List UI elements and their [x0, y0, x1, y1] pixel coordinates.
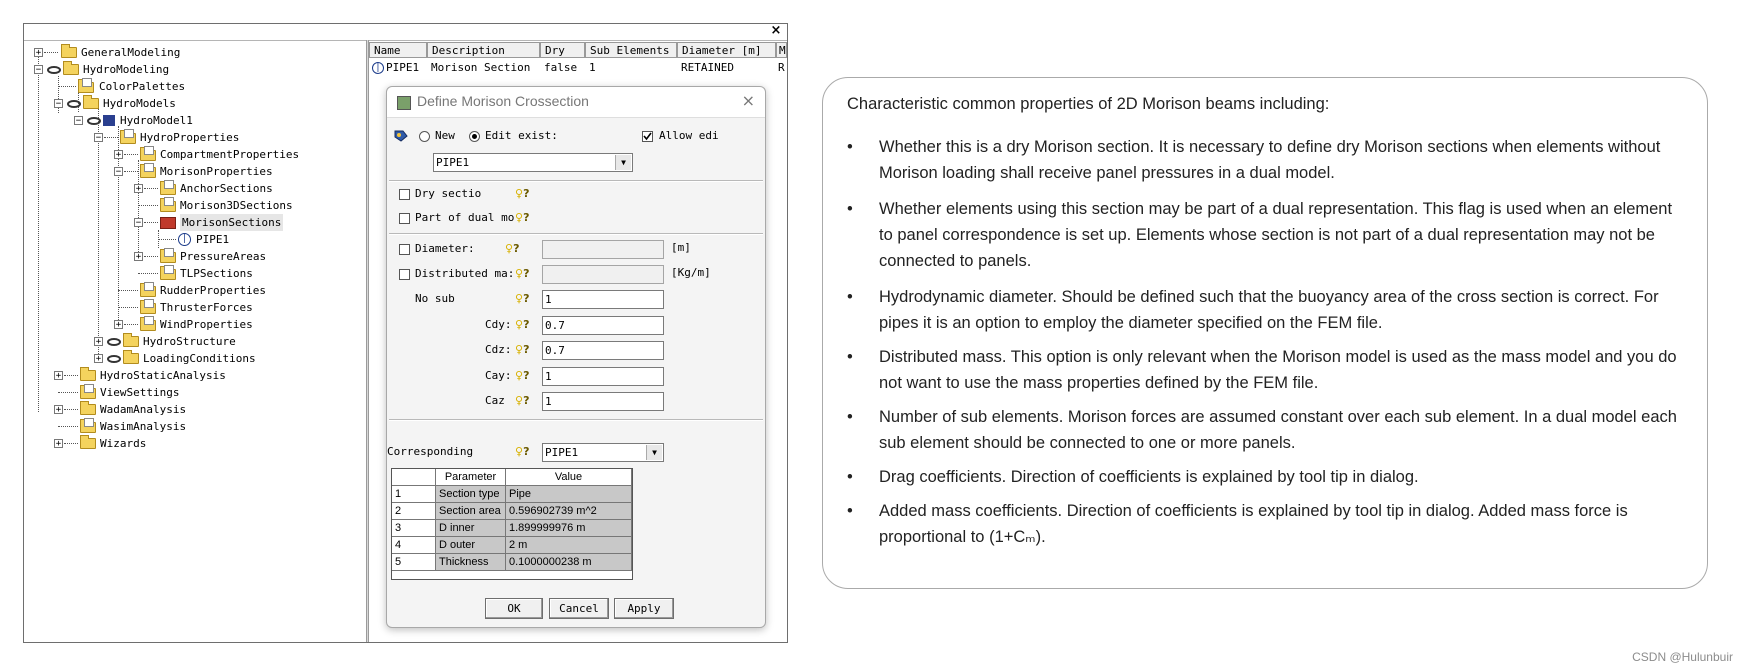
folder-icon	[160, 184, 176, 195]
tree-item-label: PressureAreas	[180, 250, 267, 263]
tree-item-thrusterforces[interactable]	[24, 299, 364, 316]
tree-item-label: Morison3DSections	[180, 199, 293, 212]
folder-icon	[80, 370, 96, 381]
table-cell-dry: false	[544, 61, 578, 74]
tree-connector	[118, 290, 138, 292]
expand-icon[interactable]: +	[55, 439, 62, 449]
dual-model-checkbox[interactable]	[399, 213, 410, 224]
table-cell-parameter: D inner	[436, 520, 506, 537]
tree-item-label: MorisonSections	[182, 216, 282, 229]
bullet-icon: •	[847, 348, 853, 366]
tree-item-label: HydroProperties	[140, 131, 240, 144]
tree-item-label: PIPE1	[196, 233, 230, 246]
list-item	[847, 134, 1687, 186]
tree-item-loadingconditions[interactable]	[24, 350, 364, 367]
collapse-icon[interactable]: −	[115, 167, 122, 177]
dialog-titlebar[interactable]	[387, 87, 765, 118]
folder-icon	[80, 388, 96, 399]
tree-item-pipe1[interactable]	[24, 231, 364, 248]
chevron-down-icon[interactable]: ▼	[615, 155, 631, 170]
list-item	[847, 404, 1687, 456]
folder-icon	[61, 47, 77, 58]
tooltip-hint-icon[interactable]: ♀?	[505, 242, 520, 255]
collapse-icon[interactable]: −	[75, 116, 82, 126]
description-panel	[822, 77, 1708, 589]
folder-icon	[80, 404, 96, 415]
tree-item-hydromodels[interactable]	[24, 95, 364, 112]
collapse-icon[interactable]: −	[95, 133, 102, 143]
tree-connector	[138, 273, 158, 275]
tree-connector	[124, 154, 138, 156]
distributed-mass-checkbox[interactable]	[399, 269, 410, 280]
define-morison-crossection-dialog	[386, 86, 766, 628]
column-header-diameter[interactable]: Diameter [m]	[677, 42, 776, 58]
tree-connector	[144, 256, 158, 258]
bullet-icon: •	[847, 138, 853, 156]
tree-connector	[118, 307, 138, 309]
table-header-value: Value	[506, 469, 632, 486]
divider	[389, 180, 763, 182]
tooltip-hint-icon[interactable]: ♀?	[515, 211, 530, 224]
tree-connector	[64, 375, 78, 377]
corresponding-label: Corresponding	[387, 445, 474, 458]
list-item-text: Added mass coefficients. Direction of coefficients is explained by tool tip in dialog. Added mass force is proportional to (1+Cₘ).	[879, 502, 1628, 546]
folder-icon	[120, 133, 136, 144]
diameter-label: Diameter:	[415, 242, 475, 255]
window-top-bar	[24, 24, 787, 41]
table-cell-sub-elements: 1	[589, 61, 596, 74]
cdy-label: Cdy:	[485, 318, 512, 331]
expand-icon[interactable]: +	[55, 405, 62, 415]
dry-section-checkbox[interactable]	[399, 189, 410, 200]
tree-item-morison3dsections[interactable]	[24, 197, 364, 214]
tree-item-label: HydroStructure	[143, 335, 236, 348]
tree-item-label: HydroModel1	[120, 114, 193, 127]
tree-item-label: HydroModels	[103, 97, 176, 110]
corresponding-select[interactable]	[542, 443, 664, 462]
folder-icon	[78, 82, 94, 93]
tree-connector	[58, 426, 78, 428]
folder-icon	[140, 286, 156, 297]
collapse-icon[interactable]: −	[135, 218, 142, 228]
expand-icon[interactable]: +	[115, 320, 122, 330]
table-cell-parameter: Thickness	[436, 554, 506, 571]
table-cell-value: 1.899999976 m	[506, 520, 632, 537]
folder-icon	[83, 98, 99, 109]
model-icon	[103, 115, 115, 126]
edit-section-icon	[393, 129, 409, 143]
list-item	[847, 196, 1687, 274]
tree-item-hydroproperties[interactable]	[24, 129, 364, 146]
tree-item-label: MorisonProperties	[160, 165, 273, 178]
tree-item-label: RudderProperties	[160, 284, 266, 297]
list-item	[847, 284, 1687, 336]
diameter-checkbox[interactable]	[399, 244, 410, 255]
table-row-index: 4	[392, 537, 436, 554]
close-icon[interactable]: ×	[741, 91, 755, 110]
table-cell-value: 0.596902739 m^2	[506, 503, 632, 520]
tooltip-hint-icon[interactable]: ♀?	[515, 394, 530, 407]
section-parameters-table	[391, 468, 633, 580]
tree-connector	[124, 324, 138, 326]
tree-item-label: TLPSections	[180, 267, 253, 280]
pipe-section-icon: |	[372, 62, 384, 74]
tooltip-hint-icon[interactable]: ♀?	[515, 292, 530, 305]
visibility-icon[interactable]	[67, 100, 81, 108]
tree-item-tlpsections[interactable]	[24, 265, 364, 282]
collapse-icon[interactable]: −	[35, 65, 42, 75]
tooltip-hint-icon[interactable]: ♀?	[515, 187, 530, 200]
distributed-mass-input[interactable]	[542, 265, 664, 284]
list-item-text: Whether elements using this section may be part of a dual representation. This flag is used when an element to panel correspondence is set up. Elements whose section is not part of a dual representation may not be connected to panels.	[879, 200, 1673, 270]
model-tree[interactable]	[24, 40, 366, 642]
table-cell-name[interactable]: PIPE1	[386, 61, 420, 74]
list-item	[847, 498, 1687, 550]
ok-button[interactable]: OK	[485, 598, 543, 619]
distributed-mass-label: Distributed ma:	[415, 267, 515, 280]
list-item-text: Hydrodynamic diameter. Should be defined such that the buoyancy area of the cross section is correct. For pipes it is an option to employ the diameter specified on the FEM file.	[879, 288, 1659, 332]
tooltip-hint-icon[interactable]: ♀?	[515, 369, 530, 382]
section-select-value: PIPE1	[436, 156, 470, 169]
tree-item-wizards[interactable]	[24, 435, 364, 452]
divider	[389, 233, 763, 235]
tree-item-label: WasimAnalysis	[100, 420, 187, 433]
no-sub-input[interactable]: 1	[542, 290, 664, 309]
tree-item-label: LoadingConditions	[143, 352, 256, 365]
table-cell-diameter: RETAINED	[681, 61, 734, 74]
apply-button[interactable]: Apply	[614, 598, 674, 619]
tree-item-label: Wizards	[100, 437, 147, 450]
tree-item-compartmentproperties[interactable]	[24, 146, 364, 163]
tree-item-wasimanalysis[interactable]	[24, 418, 364, 435]
section-select[interactable]	[433, 153, 633, 172]
folder-icon	[80, 422, 96, 433]
allow-edit-checkbox[interactable]	[642, 131, 653, 142]
tree-item-label: HydroModeling	[83, 63, 170, 76]
folder-icon	[123, 353, 139, 364]
tree-item-label: GeneralModeling	[81, 46, 181, 59]
table-cell-parameter: Section area	[436, 503, 506, 520]
tree-item-viewsettings[interactable]	[24, 384, 364, 401]
edit-existing-radio[interactable]	[469, 131, 480, 142]
visibility-icon[interactable]	[47, 66, 61, 74]
list-item-text: Whether this is a dry Morison section. It is necessary to define dry Morison sections when elements without Morison loading shall receive panel pressures in a dual model.	[879, 138, 1661, 182]
chevron-down-icon[interactable]: ▼	[646, 445, 662, 460]
folder-icon	[140, 320, 156, 331]
tree-connector	[124, 171, 138, 173]
tree-item-hydrostructure[interactable]	[24, 333, 364, 350]
no-sub-label: No sub	[415, 292, 455, 305]
tooltip-hint-icon[interactable]: ♀?	[515, 267, 530, 280]
tree-item-rudderproperties[interactable]	[24, 282, 364, 299]
tooltip-hint-icon[interactable]: ♀?	[515, 318, 530, 331]
table-row-index: 3	[392, 520, 436, 537]
tree-item-wadamanalysis[interactable]	[24, 401, 364, 418]
tree-item-hydrostaticanalysis[interactable]	[24, 367, 364, 384]
column-header-dry[interactable]: Dry	[540, 42, 585, 58]
table-row-index: 2	[392, 503, 436, 520]
tooltip-hint-icon[interactable]: ♀?	[515, 445, 530, 458]
table-cell-value: 2 m	[506, 537, 632, 554]
caz-label: Caz	[485, 394, 505, 407]
bullet-icon: •	[847, 288, 853, 306]
table-cell-parameter: D outer	[436, 537, 506, 554]
table-row-index: 1	[392, 486, 436, 503]
expand-icon[interactable]: +	[95, 337, 102, 347]
column-header-sub-elements[interactable]: Sub Elements	[585, 42, 677, 58]
tree-connector	[58, 86, 76, 88]
bullet-icon: •	[847, 408, 853, 426]
cdz-input[interactable]: 0.7	[542, 341, 664, 360]
tree-item-morisonproperties[interactable]	[24, 163, 364, 180]
folder-icon	[140, 303, 156, 314]
table-cell-value: Pipe	[506, 486, 632, 503]
tree-item-label: ColorPalettes	[99, 80, 186, 93]
new-radio[interactable]	[419, 131, 430, 142]
watermark: CSDN @Hulunbuir	[1632, 650, 1733, 664]
folder-icon	[160, 252, 176, 263]
visibility-icon[interactable]	[107, 338, 121, 346]
tree-item-label: AnchorSections	[180, 182, 273, 195]
dry-section-label: Dry sectio	[415, 187, 482, 200]
bullet-icon: •	[847, 468, 853, 486]
caz-input[interactable]: 1	[542, 392, 664, 411]
table-cell-mass: R	[778, 61, 785, 74]
tree-item-pressureareas[interactable]	[24, 248, 364, 265]
pipe-section-icon: |	[178, 233, 191, 246]
morison-section-icon	[160, 217, 176, 229]
edit-existing-label: Edit exist:	[485, 129, 558, 142]
new-radio-label: New	[435, 129, 455, 142]
table-row-index: 5	[392, 554, 436, 571]
corresponding-select-value: PIPE1	[545, 446, 579, 459]
table-cell-description: Morison Section	[431, 61, 531, 74]
diameter-input[interactable]	[542, 240, 664, 259]
cay-input[interactable]: 1	[542, 367, 664, 386]
list-item-text: Distributed mass. This option is only relevant when the Morison model is used as the mass model and you do not want to use the mass properties defined by the FEM file.	[879, 348, 1677, 392]
folder-icon	[140, 167, 156, 178]
list-item-text: Number of sub elements. Morison forces are assumed constant over each sub element. In a dual model each sub element should be connected to one or more panels.	[879, 408, 1677, 452]
visibility-icon[interactable]	[107, 355, 121, 363]
divider	[389, 419, 763, 421]
tree-connector	[144, 188, 158, 190]
tree-connector	[104, 137, 118, 139]
tree-item-label: ThrusterForces	[160, 301, 253, 314]
tree-connector	[138, 205, 158, 207]
cancel-button[interactable]: Cancel	[549, 598, 609, 619]
list-item	[847, 464, 1687, 490]
cdy-input[interactable]: 0.7	[542, 316, 664, 335]
expand-icon[interactable]: +	[135, 252, 142, 262]
folder-icon	[160, 201, 176, 212]
tree-item-label: HydroStaticAnalysis	[100, 369, 226, 382]
tree-item-anchorsections[interactable]	[24, 180, 364, 197]
cdz-label: Cdz:	[485, 343, 512, 356]
tree-connector	[44, 52, 58, 54]
panel-intro: Characteristic common properties of 2D Morison beams including:	[847, 95, 1330, 113]
distributed-mass-unit: [Kg/m]	[671, 266, 711, 279]
bullet-icon: •	[847, 200, 853, 218]
allow-edit-label: Allow edi	[659, 129, 719, 142]
tree-item-colorpalettes[interactable]	[24, 78, 364, 95]
tree-item-label: WadamAnalysis	[100, 403, 187, 416]
folder-icon	[63, 64, 79, 75]
expand-icon[interactable]: +	[35, 48, 42, 58]
tree-item-label: CompartmentProperties	[160, 148, 300, 161]
column-header-mass[interactable]: M	[776, 42, 787, 58]
dual-model-label: Part of dual mo	[415, 211, 515, 224]
expand-icon[interactable]: +	[135, 184, 142, 194]
tree-item-hydromodel1[interactable]	[24, 112, 364, 129]
folder-icon	[80, 438, 96, 449]
list-item	[847, 344, 1687, 396]
close-icon[interactable]: ×	[770, 23, 782, 38]
cay-label: Cay:	[485, 369, 512, 382]
folder-icon	[160, 269, 176, 280]
table-cell-parameter: Section type	[436, 486, 506, 503]
tree-item-generalmodeling[interactable]	[24, 44, 364, 61]
folder-icon	[140, 150, 156, 161]
tree-item-hydromodeling[interactable]	[24, 61, 364, 78]
expand-icon[interactable]: +	[95, 354, 102, 364]
folder-icon	[123, 336, 139, 347]
column-header-name[interactable]: Name	[369, 42, 427, 58]
tree-item-label: WindProperties	[160, 318, 253, 331]
tooltip-hint-icon[interactable]: ♀?	[515, 343, 530, 356]
table-cell-value: 0.1000000238 m	[506, 554, 632, 571]
table-header-index	[392, 469, 436, 486]
expand-icon[interactable]: +	[115, 150, 122, 160]
dialog-app-icon	[397, 96, 411, 110]
tree-connector	[64, 443, 78, 445]
list-item-text: Drag coefficients. Direction of coefficients is explained by tool tip in dialog.	[879, 468, 1419, 486]
bullet-icon: •	[847, 502, 853, 520]
visibility-icon[interactable]	[87, 117, 101, 125]
diameter-unit: [m]	[671, 241, 691, 254]
tree-item-morisonsections[interactable]	[24, 214, 364, 231]
tree-connector	[144, 222, 158, 224]
tree-item-label: ViewSettings	[100, 386, 180, 399]
dialog-title: Define Morison Crossection	[417, 93, 589, 109]
column-header-description[interactable]: Description	[427, 42, 540, 58]
table-header-parameter: Parameter	[436, 469, 506, 486]
tree-item-windproperties[interactable]	[24, 316, 364, 333]
expand-icon[interactable]: +	[55, 371, 62, 381]
collapse-icon[interactable]: −	[55, 99, 62, 109]
tree-connector	[64, 409, 78, 411]
tree-connector	[158, 239, 176, 241]
tree-connector	[58, 392, 78, 394]
